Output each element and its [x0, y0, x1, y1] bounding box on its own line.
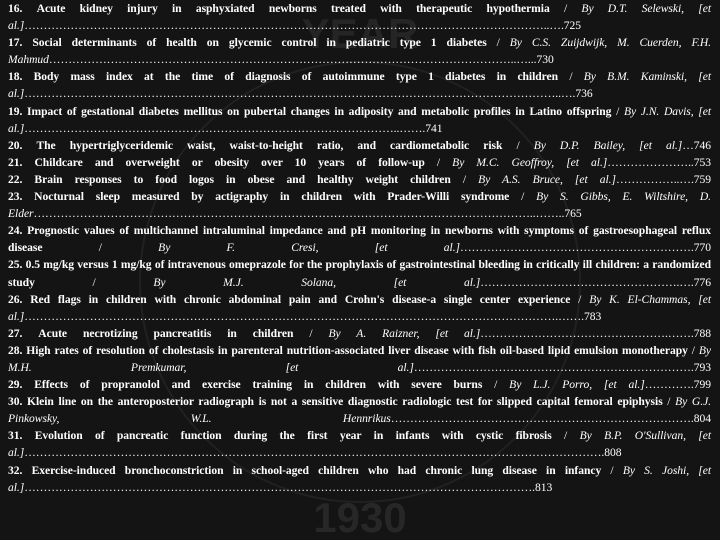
page-number: .730 — [533, 53, 554, 67]
page-number: 804 — [693, 412, 711, 426]
toc-entry[interactable] — [8, 325, 711, 342]
dot-leader: …………………………………………………………………………………………………………………..……. — [33, 207, 562, 221]
entry-number: 23. — [8, 190, 23, 204]
entry-authors: By D.T. Selewski, [et al.] — [8, 2, 711, 33]
entry-separator: / — [450, 172, 479, 186]
entry-number: 17. — [8, 36, 23, 50]
page-number: .759 — [690, 172, 712, 186]
page-number: 770 — [693, 241, 711, 255]
toc-entry[interactable] — [8, 462, 711, 496]
toc-entry[interactable] — [8, 291, 711, 325]
entry-number: 30. — [8, 395, 23, 409]
entry-number: 28. — [8, 343, 23, 357]
entry-title: Brain responses to food logos in obese and healthy weight children — [34, 172, 451, 186]
entry-number: 25. — [8, 258, 23, 272]
page-number: .765 — [561, 207, 582, 221]
entry-separator: / — [42, 241, 159, 255]
entry-title: Social determinants of health on glycemic control in pediatric type 1 diabetes — [32, 36, 487, 50]
toc-entry[interactable] — [8, 103, 711, 137]
entry-authors: By S. Joshi, [et al.] — [8, 463, 712, 494]
toc-entry[interactable] — [8, 256, 711, 290]
entry-authors: By M.H. Premkumar, [et al.] — [8, 343, 711, 374]
dot-leader: …………. — [644, 378, 694, 392]
page-number: .741 — [422, 121, 443, 135]
entry-separator: / — [662, 395, 676, 409]
entry-title: Acute kidney injury in asphyxiated newborns treated with therapeutic hypothermia — [36, 2, 550, 15]
entry-number: 29. — [8, 378, 23, 392]
entry-authors: By F. Cresi, [et al.] — [158, 241, 461, 255]
page-number: 799 — [693, 378, 711, 392]
entry-title: 0.5 mg/kg versus 1 mg/kg of intravenous omeprazole for the prophylaxis of gastrointestinal bleeding in critically ill children: a randomized study — [8, 258, 712, 289]
toc-entry[interactable] — [8, 342, 711, 376]
entry-number: 21. — [8, 155, 23, 169]
dot-leader: …………………. — [607, 155, 691, 169]
entry-authors: By S. Gibbs, E. Wiltshire, D. Elder — [8, 190, 711, 221]
dot-leader: …………………………………………………………………………………………………………………………..… — [24, 87, 573, 101]
entry-number: 16. — [8, 2, 23, 15]
entry-authors: By B.P. O'Sullivan, [et al.] — [8, 429, 712, 460]
entry-separator: / — [551, 429, 580, 443]
entry-title: Acute necrotizing pancreatitis in children — [38, 326, 294, 340]
entry-authors: By L.J. Porro, [et al.] — [509, 378, 645, 392]
entry-separator: / — [482, 378, 510, 392]
dot-leader: ……………………………………………………………………………………..…… — [24, 121, 423, 135]
entry-separator: / — [486, 36, 510, 50]
entry-authors: By G.J. Pinkowsky, W.L. Hennrikus — [8, 395, 712, 426]
toc-entry[interactable] — [8, 34, 711, 68]
entry-separator: / — [34, 275, 154, 289]
toc-entry[interactable] — [8, 393, 711, 427]
toc-entry[interactable] — [8, 222, 711, 256]
dot-leader: ……………………………………………………………………………………………………………………………………. — [24, 446, 605, 460]
toc-entry[interactable] — [8, 171, 711, 188]
watermark-bottom-text: 1930 — [313, 494, 407, 540]
entry-authors: By J.N. Davis, [et al.] — [8, 104, 712, 135]
entry-separator: / — [687, 343, 699, 357]
entry-title: Evolution of pancreatic function during the first year in infants with cystic fibrosis — [34, 429, 552, 443]
toc-entry[interactable] — [8, 188, 711, 222]
entry-title: Red flags in children with chronic abdominal pain and Crohn's disease-a single center experience — [30, 292, 571, 306]
entry-separator: / — [570, 292, 590, 306]
toc-entry[interactable] — [8, 137, 711, 154]
toc-entry[interactable] — [8, 68, 711, 102]
entry-separator: / — [611, 104, 624, 118]
entry-title: Exercise-induced bronchoconstriction in school-aged children who had chronic lung disease in infancy — [31, 463, 602, 477]
entry-authors: By D.P. Bailey, [et al.] — [533, 138, 683, 152]
entry-title: Effects of propranolol and exercise training in children with severe burns — [34, 378, 483, 392]
dot-leader: ………………………………………….……. — [480, 326, 694, 340]
toc-entry[interactable] — [8, 427, 711, 461]
dot-leader: …………………………………………….…. — [480, 275, 694, 289]
entry-separator: / — [293, 326, 329, 340]
entry-separator: / — [549, 2, 582, 15]
entry-title: Childcare and overweight or obesity over 10 years of follow-up — [34, 155, 425, 169]
page-number: 813 — [535, 480, 553, 494]
page-number: 788 — [693, 326, 712, 340]
entry-number: 24. — [8, 224, 23, 238]
entry-number: 18. — [8, 70, 23, 84]
page-number: 808 — [604, 446, 622, 460]
dot-leader: ………………………………………………………………………………………………………………………….……. — [24, 309, 585, 323]
entry-separator: / — [601, 463, 623, 477]
entry-number: 27. — [8, 326, 23, 340]
dot-leader: ……………..… — [615, 172, 691, 186]
page-number: 783 — [584, 309, 602, 323]
entry-authors: By B.M. Kaminski, [et al.] — [8, 70, 711, 101]
entry-authors: By A.S. Bruce, [et al.] — [478, 172, 616, 186]
entry-separator: / — [558, 70, 584, 84]
page-number: 776 — [693, 275, 711, 289]
dot-leader: … — [682, 138, 694, 152]
entry-separator: / — [502, 138, 534, 152]
entry-number: 19. — [8, 104, 23, 118]
entry-number: 22. — [8, 172, 23, 186]
entry-title: The hypertriglyceridemic waist, waist-to-height ratio, and cardiometabolic risk — [36, 138, 503, 152]
page-number: .736 — [572, 87, 593, 101]
entry-authors: By M.J. Solana, [et al.] — [153, 275, 481, 289]
entry-title: Prognostic values of multichannel intraluminal impedance and pH monitoring in newborns with symptoms of gastroesophageal reflux disease — [8, 224, 711, 255]
entry-authors: By M.C. Geoffroy, [et al.] — [452, 155, 608, 169]
dot-leader: ……………………………………………………………………………………………………………………. — [24, 480, 536, 494]
toc-entry[interactable] — [8, 0, 711, 34]
dot-leader: ……………………………………………………………………. — [390, 412, 694, 426]
dot-leader: ………………………………………………………………. — [413, 360, 694, 374]
page-number: .725 — [560, 19, 582, 33]
entry-number: 20. — [8, 138, 23, 152]
entry-title: Impact of gestational diabetes mellitus on pubertal changes in adiposity and metabolic profiles in Latino offspring — [27, 104, 612, 118]
entry-number: 32. — [8, 463, 23, 477]
entry-title: Klein line on the anteroposterior radiograph is not a sensitive diagnostic radiologic test for slipped capital femoral epiphysis — [27, 395, 663, 409]
entry-title: High rates of resolution of cholestasis in parenteral nutrition-associated liver disease with fish oil-based lipid emulsion monotherapy — [26, 343, 688, 357]
entry-authors: By K. El-Chammas, [et al.] — [8, 292, 711, 323]
entry-number: 31. — [8, 429, 23, 443]
entry-title: Body mass index at the time of diagnosis of autoimmune type 1 diabetes in children — [33, 70, 559, 84]
page-number: .753 — [690, 155, 712, 169]
entry-authors: By C.S. Zuijdwijk, M. Cuerden, F.H. Mahmud — [8, 36, 712, 67]
page-number: 746 — [693, 138, 712, 152]
entry-title: Nocturnal sleep measured by actigraphy in children with Prader-Willi syndrome — [34, 190, 510, 204]
entry-number: 26. — [8, 292, 23, 306]
page-number: 793 — [693, 360, 711, 374]
dot-leader: ………………………………………………………………………………………………………………………..… — [24, 19, 561, 33]
entry-separator: / — [424, 155, 453, 169]
entry-authors: By A. Raizner, [et al.] — [328, 326, 481, 340]
entry-separator: / — [509, 190, 537, 204]
toc-entry[interactable] — [8, 154, 711, 171]
dot-leader: …………………………………………………………………………………………………………..….. — [48, 53, 534, 67]
watermark-top-text: YEAR — [301, 10, 419, 57]
dot-leader: ……………………………………………………. — [460, 241, 694, 255]
toc-entry[interactable] — [8, 376, 711, 393]
